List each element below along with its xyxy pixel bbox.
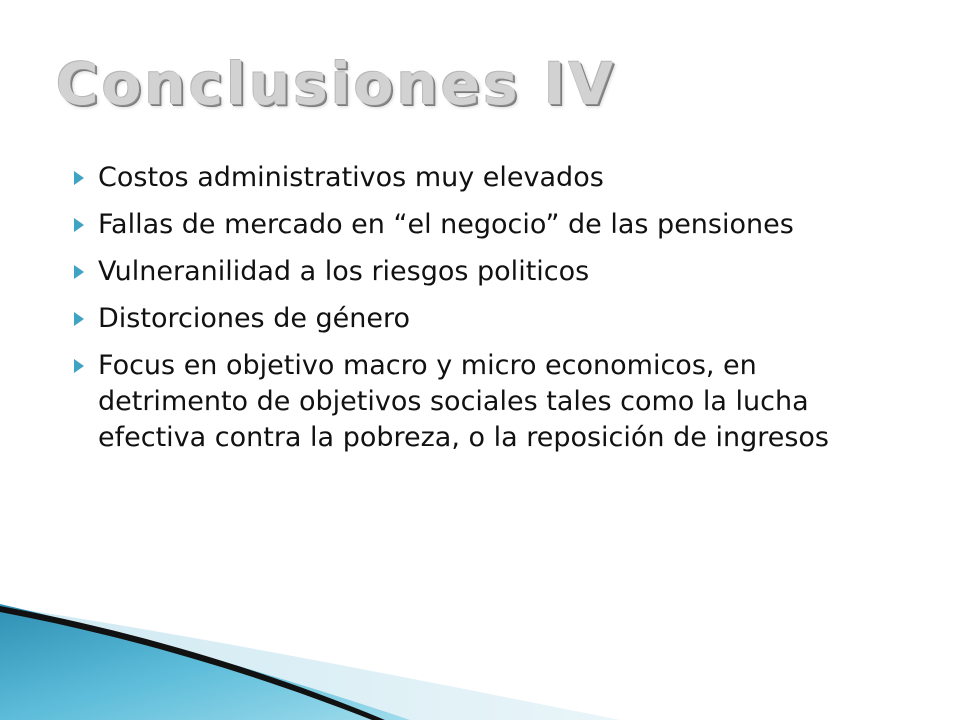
triangle-bullet-icon	[72, 357, 86, 375]
bullet-text: Focus en objetivo macro y micro economicos, en detrimento de objetivos sociales tales como la lucha efectiva contra la pobreza, o la reposición de ingresos	[98, 350, 829, 453]
triangle-bullet-icon	[72, 216, 86, 234]
bullet-text: Fallas de mercado en “el negocio” de las pensiones	[98, 209, 794, 240]
triangle-bullet-icon	[72, 263, 86, 281]
slide-title: Conclusiones IV	[56, 50, 617, 118]
triangle-bullet-icon	[72, 169, 86, 187]
bullet-text: Vulneranilidad a los riesgos politicos	[98, 256, 590, 287]
triangle-bullet-icon	[72, 310, 86, 328]
bullet-list	[70, 160, 910, 467]
bullet-text: Distorciones de género	[98, 303, 411, 334]
bullet-item	[70, 348, 910, 456]
bullet-item	[70, 254, 910, 290]
bullet-text: Costos administrativos muy elevados	[98, 162, 604, 193]
bullet-item	[70, 160, 910, 196]
bullet-item	[70, 207, 910, 243]
bullet-item	[70, 301, 910, 337]
